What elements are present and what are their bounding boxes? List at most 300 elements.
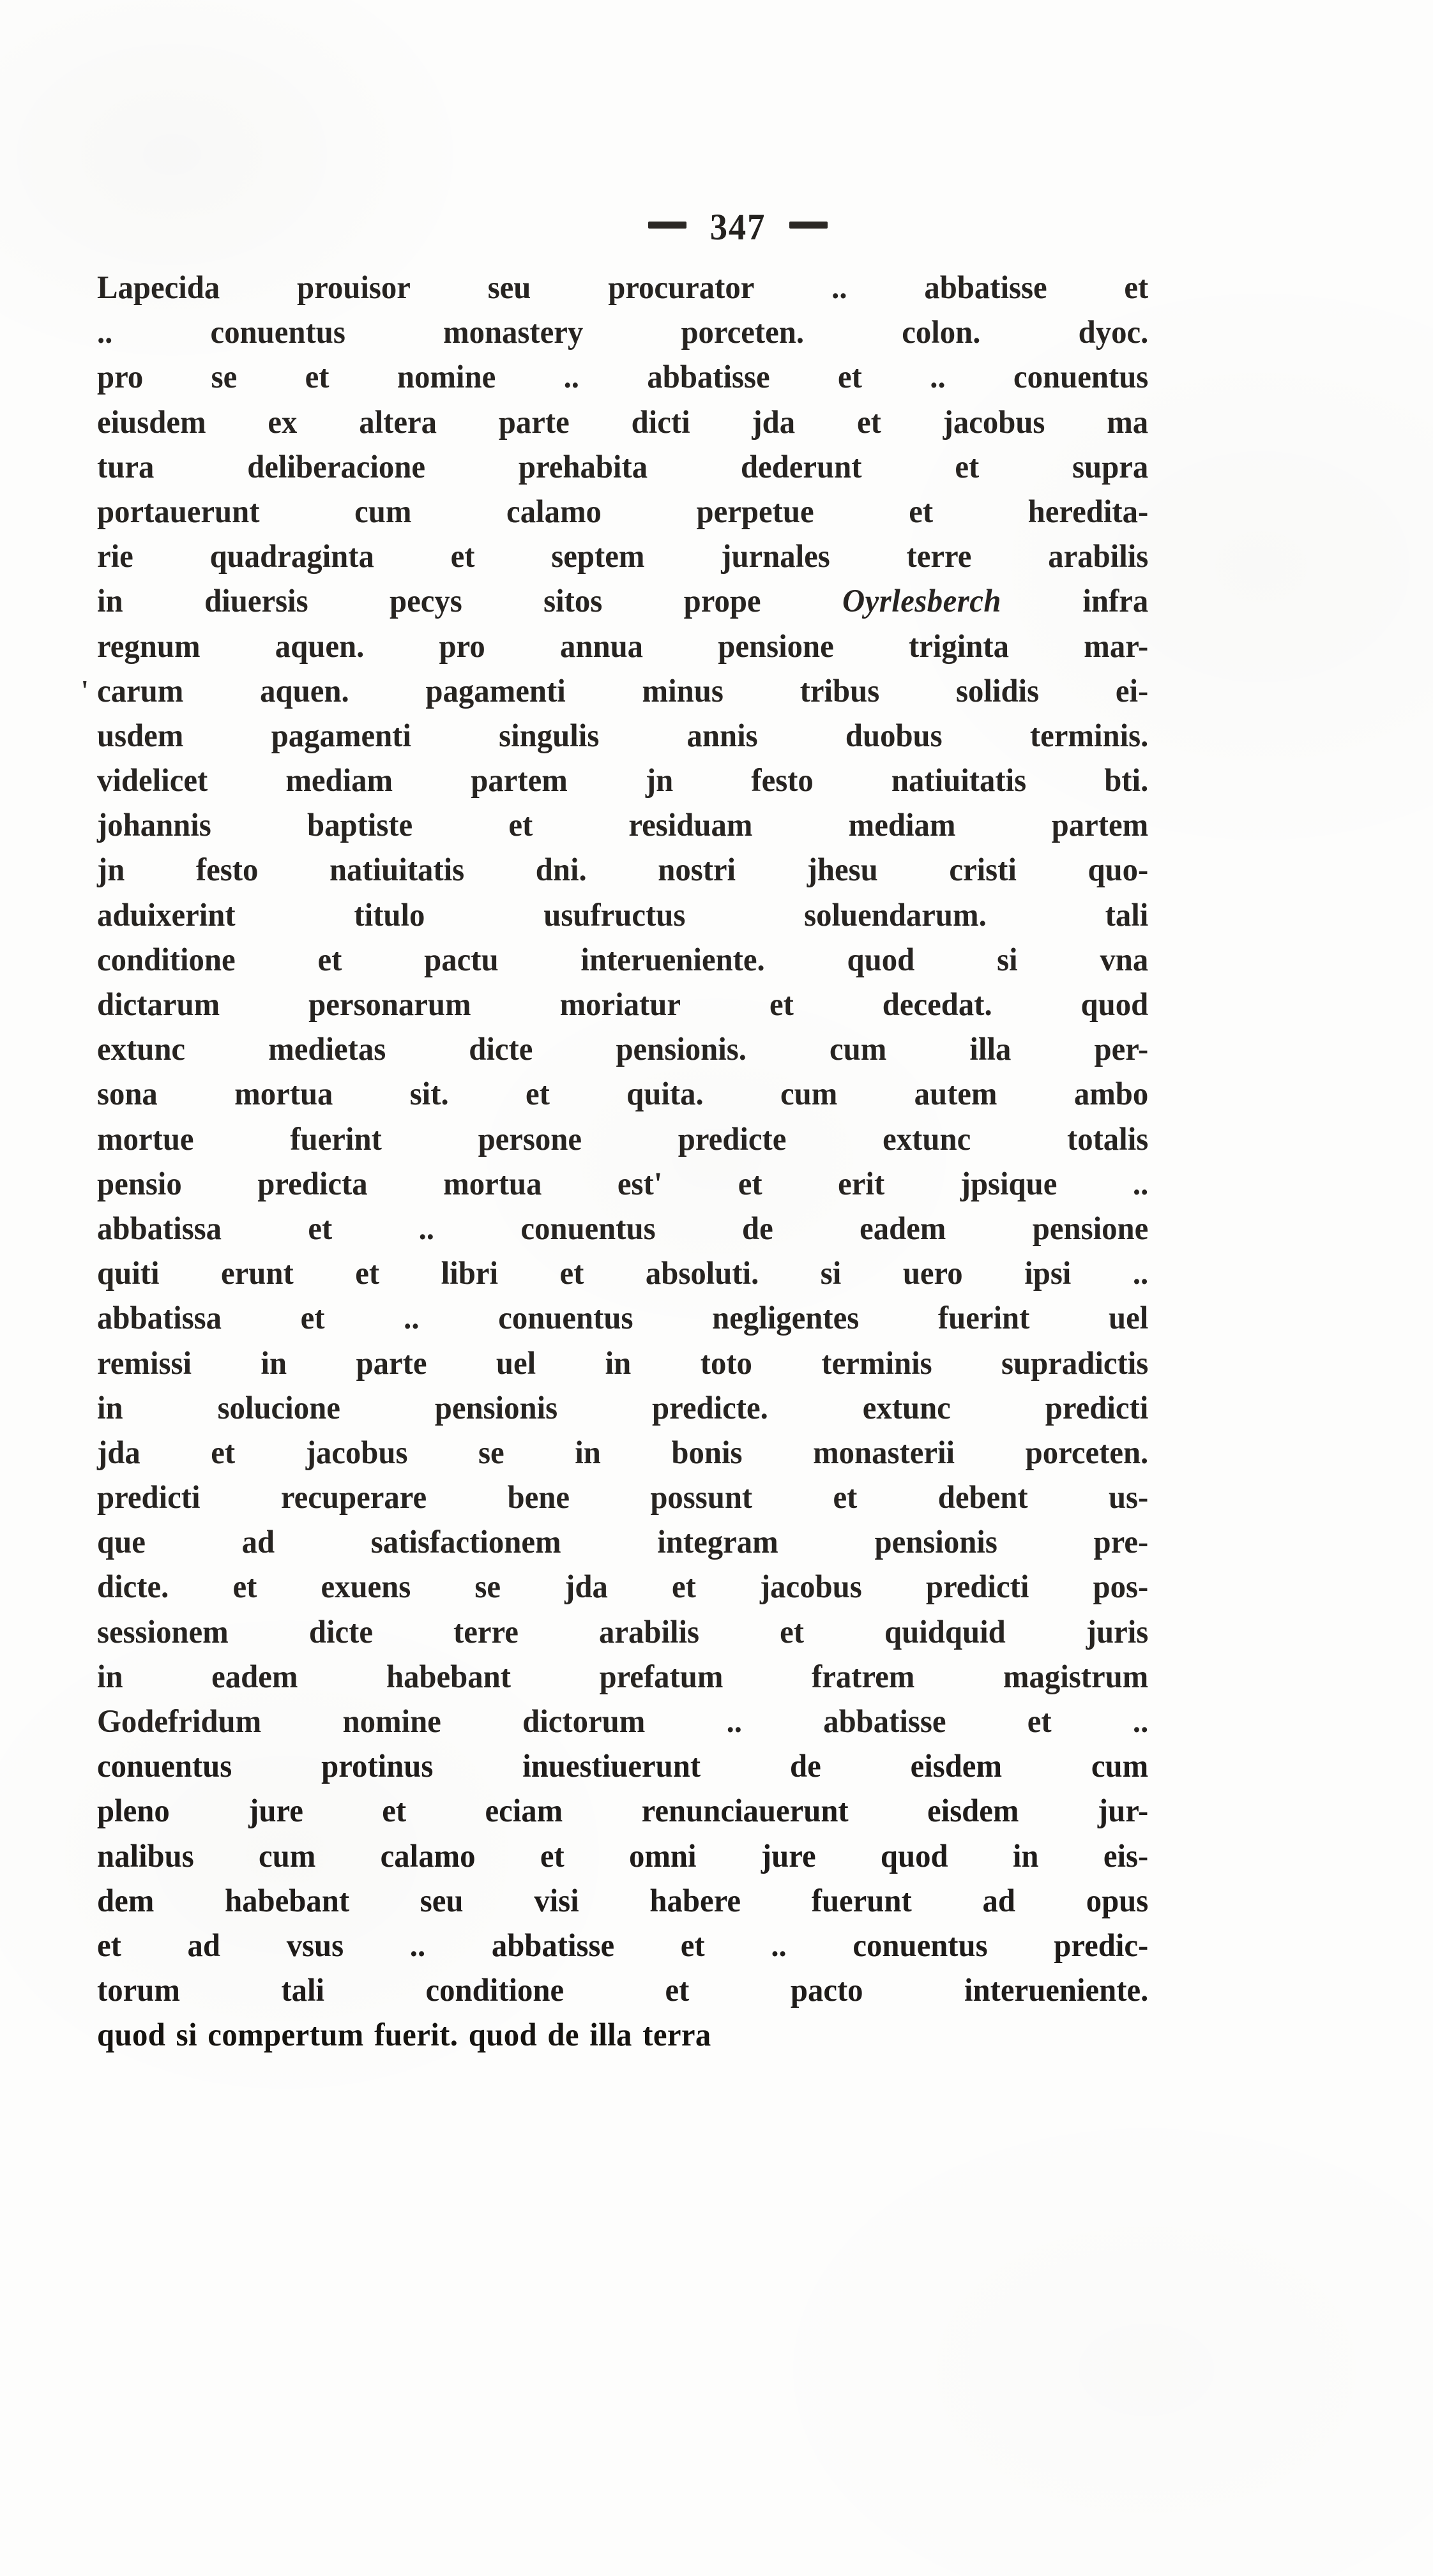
word: monastery: [443, 314, 584, 350]
word: pensionis.: [616, 1031, 747, 1067]
word: mortue: [97, 1120, 194, 1157]
word: fuerint: [937, 1300, 1030, 1336]
word: decedat.: [882, 986, 992, 1022]
word: in: [97, 1658, 123, 1694]
word: bene: [507, 1479, 570, 1516]
word: erit: [838, 1165, 885, 1201]
word: ..: [1132, 1703, 1149, 1739]
word: uero: [902, 1255, 963, 1292]
word: supra: [1072, 448, 1149, 485]
word: de: [741, 1210, 773, 1246]
word: abbatisse: [823, 1703, 946, 1739]
word: minus: [642, 672, 724, 709]
word: ..: [771, 1927, 787, 1963]
word: quidquid: [884, 1613, 1006, 1650]
word: mortua: [234, 1076, 333, 1112]
word: abbatissa: [97, 1300, 222, 1336]
word: conuentus: [210, 314, 345, 350]
word: que: [97, 1524, 146, 1560]
word: omni: [628, 1837, 697, 1874]
word: et: [1027, 1703, 1052, 1739]
word: eiusdem: [97, 403, 206, 440]
word: et: [300, 1300, 325, 1336]
word: pos-: [1093, 1569, 1149, 1605]
word: magistrum: [1003, 1658, 1149, 1694]
word: quita.: [626, 1076, 704, 1112]
word: se: [211, 359, 238, 395]
word: integram: [657, 1524, 778, 1560]
word: vsus: [286, 1927, 344, 1963]
word: cum: [1091, 1748, 1149, 1784]
word: torum: [97, 1972, 180, 2008]
word: dederunt: [740, 448, 862, 485]
text-line: [97, 310, 1148, 354]
word: jacobus: [305, 1434, 408, 1470]
word: quod: [847, 941, 915, 977]
word: ..: [418, 1210, 434, 1246]
word: predic-: [1054, 1927, 1149, 1963]
word: septem: [551, 538, 645, 575]
word: quo-: [1088, 852, 1149, 888]
word: fuerit.: [374, 2017, 459, 2053]
word: jacobus: [759, 1569, 862, 1605]
word: eciam: [485, 1793, 563, 1829]
word: illa: [969, 1031, 1012, 1067]
word: conditione: [97, 941, 236, 977]
word: ..: [1132, 1165, 1149, 1201]
word: ..: [563, 359, 579, 395]
word: dicte: [308, 1613, 373, 1650]
word: festo: [751, 762, 814, 799]
word: festo: [195, 852, 259, 888]
text-line: [97, 1878, 1148, 1923]
word: abbatisse: [491, 1927, 615, 1963]
word: partem: [1051, 807, 1149, 843]
word: predicti: [925, 1569, 1029, 1605]
word: ipsi: [1024, 1255, 1072, 1292]
text-line: [97, 354, 1148, 399]
text-line: [97, 489, 1148, 534]
word: dicte.: [97, 1569, 169, 1605]
word: parte: [498, 403, 570, 440]
word: visi: [534, 1882, 579, 1918]
word: terminis: [821, 1344, 932, 1381]
word: ad: [982, 1882, 1015, 1918]
word: pensione: [1032, 1210, 1149, 1246]
word: procurator: [608, 269, 755, 305]
text-line: [97, 1834, 1148, 1878]
word: medietas: [268, 1031, 386, 1067]
text-line: [97, 1341, 1148, 1385]
word: altera: [359, 403, 437, 440]
word: bti.: [1104, 762, 1149, 799]
text-line: [97, 1295, 1148, 1340]
word: extunc: [97, 1031, 186, 1067]
word: seu: [420, 1882, 464, 1918]
word: tura: [97, 448, 155, 485]
word: quod: [1080, 986, 1149, 1022]
word: satisfactionem: [370, 1524, 561, 1560]
text-line: [97, 578, 1148, 623]
word: monasterii: [813, 1434, 955, 1470]
word: si: [176, 2017, 197, 2053]
word: eadem: [860, 1210, 946, 1246]
word: pensione: [718, 628, 834, 664]
text-line: [97, 982, 1148, 1027]
word: aduixerint: [97, 896, 236, 933]
word: et: [540, 1837, 565, 1874]
word: et: [559, 1255, 584, 1292]
word: calamo: [506, 493, 602, 529]
word: per-: [1094, 1031, 1149, 1067]
word: ..: [831, 269, 847, 305]
word: ..: [97, 314, 113, 350]
word: aquen.: [275, 628, 365, 664]
word: et: [450, 538, 475, 575]
word: et: [97, 1927, 121, 1963]
word: prope: [683, 583, 761, 619]
word: calamo: [380, 1837, 476, 1874]
word: si: [997, 941, 1018, 977]
word: jurnales: [721, 538, 830, 575]
word: interueniente.: [580, 941, 765, 977]
text-line: [97, 1475, 1148, 1519]
text-line: [97, 1519, 1148, 1564]
word: arabilis: [598, 1613, 700, 1650]
word: eadem: [211, 1658, 298, 1694]
word: abbatisse: [924, 269, 1047, 305]
word: mortua: [443, 1165, 542, 1201]
word: quod: [468, 2017, 537, 2053]
word: ad: [241, 1524, 275, 1560]
word: jhesu: [807, 852, 878, 888]
word: uel: [496, 1344, 536, 1381]
text-line: [97, 534, 1148, 578]
word: arabilis: [1048, 538, 1149, 575]
word: supradictis: [1001, 1344, 1149, 1381]
hanging-quote-mark: ': [80, 674, 89, 706]
word: terminis.: [1029, 717, 1149, 753]
word: pacto: [790, 1972, 863, 2008]
word: bonis: [671, 1434, 743, 1470]
word: in: [261, 1344, 287, 1381]
word: duobus: [845, 717, 943, 753]
word: colon.: [902, 314, 981, 350]
word: nostri: [658, 852, 736, 888]
word: videlicet: [97, 762, 208, 799]
word: ex: [268, 403, 298, 440]
word: seu: [487, 269, 531, 305]
word: in: [1012, 1837, 1039, 1874]
word: et: [211, 1434, 236, 1470]
word: ..: [409, 1927, 426, 1963]
text-line: [97, 1385, 1148, 1430]
text-line: [97, 893, 1148, 937]
word: autem: [914, 1076, 997, 1112]
word: us-: [1108, 1479, 1149, 1516]
word: predicti: [97, 1479, 201, 1516]
text-line: [97, 1251, 1148, 1295]
word: usdem: [97, 717, 184, 753]
word: jda: [752, 403, 796, 440]
word: debent: [937, 1479, 1028, 1516]
word: annis: [686, 717, 758, 753]
word: jur-: [1097, 1793, 1149, 1829]
word: triginta: [908, 628, 1010, 664]
word: tribus: [800, 672, 880, 709]
text-line: [97, 1430, 1148, 1475]
word: jpsique: [960, 1165, 1058, 1201]
word: nomine: [342, 1703, 441, 1739]
word: illa: [589, 2017, 632, 2053]
word: solucione: [217, 1389, 340, 1426]
word: et: [833, 1479, 858, 1516]
text-line: [97, 1699, 1148, 1744]
word: tali: [1105, 896, 1149, 933]
word: et: [508, 807, 533, 843]
word: ei-: [1115, 672, 1149, 709]
word: et: [305, 359, 330, 395]
word: habebant: [225, 1882, 350, 1918]
word: carum: [97, 672, 184, 709]
body-text: [80, 265, 1187, 2058]
word: parte: [356, 1344, 427, 1381]
word: natiuitatis: [329, 852, 465, 888]
word: mediam: [848, 807, 956, 843]
word: usufructus: [543, 896, 686, 933]
word: infra: [1082, 583, 1149, 619]
text-line: [97, 1788, 1148, 1833]
word: fuerint: [290, 1120, 382, 1157]
text-line: [80, 668, 1149, 713]
word: totalis: [1066, 1120, 1149, 1157]
word: si: [820, 1255, 842, 1292]
word: toto: [700, 1344, 752, 1381]
place-name: Oyrlesberch: [842, 583, 1001, 619]
word: pensionis: [874, 1524, 997, 1560]
word: terre: [906, 538, 972, 575]
word: remissi: [97, 1344, 192, 1381]
word: prehabita: [518, 448, 648, 485]
page-number: 347: [709, 206, 766, 248]
word: dictorum: [522, 1703, 646, 1739]
word: ad: [187, 1927, 221, 1963]
word: extunc: [883, 1120, 971, 1157]
word: in: [575, 1434, 601, 1470]
word: jure: [761, 1837, 816, 1874]
word: exuens: [321, 1569, 411, 1605]
text-line: [97, 1923, 1148, 1968]
word: opus: [1086, 1882, 1149, 1918]
word: se: [478, 1434, 504, 1470]
word: johannis: [97, 807, 211, 843]
word: dyoc.: [1078, 314, 1149, 350]
word: ambo: [1073, 1076, 1149, 1112]
word: terre: [453, 1613, 519, 1650]
word: protinus: [321, 1748, 434, 1784]
word: baptiste: [307, 807, 413, 843]
word: moriatur: [559, 986, 681, 1022]
word: et: [355, 1255, 380, 1292]
word: quadraginta: [209, 538, 374, 575]
word: aquen.: [260, 672, 349, 709]
word: dni.: [535, 852, 587, 888]
word: porceten.: [1025, 1434, 1149, 1470]
word: et: [232, 1569, 257, 1605]
word: predicte: [678, 1120, 787, 1157]
word: solidis: [956, 672, 1040, 709]
word: pre-: [1093, 1524, 1149, 1560]
text-line: [97, 847, 1148, 892]
word: jure: [248, 1793, 303, 1829]
word: conuentus: [97, 1748, 232, 1784]
word: pagamenti: [271, 717, 411, 753]
word: juris: [1086, 1613, 1149, 1650]
word: nomine: [397, 359, 496, 395]
word: cum: [354, 493, 412, 529]
word: conuentus: [853, 1927, 988, 1963]
word: ..: [1132, 1255, 1149, 1292]
word: quiti: [97, 1255, 160, 1292]
text-line: [97, 265, 1148, 310]
word: tali: [281, 1972, 325, 2008]
word: predicta: [257, 1165, 368, 1201]
word: interueniente.: [964, 1972, 1149, 2008]
word: conditione: [425, 1972, 565, 2008]
word: nalibus: [97, 1837, 194, 1874]
text-line: [97, 444, 1148, 489]
text-line: [97, 1161, 1148, 1206]
word: vna: [1100, 941, 1149, 977]
word: natiuitatis: [891, 762, 1027, 799]
word: persone: [478, 1120, 582, 1157]
word: et: [308, 1210, 333, 1246]
word: compertum: [208, 2017, 364, 2053]
word: sona: [97, 1076, 158, 1112]
word: cristi: [949, 852, 1017, 888]
running-head-left-rule: [648, 222, 686, 229]
word: libri: [441, 1255, 498, 1292]
text-line: [97, 1206, 1148, 1251]
word: pecys: [389, 583, 462, 619]
text-line: [97, 1968, 1148, 2012]
text-line: [97, 1564, 1148, 1609]
word: fratrem: [811, 1658, 915, 1694]
word: et: [382, 1793, 407, 1829]
running-head-right-rule: [789, 222, 828, 229]
text-line: [97, 1609, 1148, 1654]
text-line: [97, 400, 1148, 444]
word: renunciauerunt: [641, 1793, 849, 1829]
word: residuam: [628, 807, 753, 843]
word: Lapecida: [97, 269, 220, 305]
word: cum: [830, 1031, 887, 1067]
word: extunc: [862, 1389, 951, 1426]
word: abbatissa: [97, 1210, 222, 1246]
word: pro: [439, 628, 485, 664]
word: sitos: [543, 583, 603, 619]
word: mar-: [1084, 628, 1149, 664]
word: cum: [780, 1076, 838, 1112]
word: pleno: [97, 1793, 170, 1829]
word: soluendarum.: [804, 896, 987, 933]
word: dicte: [469, 1031, 533, 1067]
word: in: [97, 583, 123, 619]
word: portauerunt: [97, 493, 260, 529]
text-line: [97, 937, 1148, 982]
word: se: [474, 1569, 501, 1605]
word: est': [617, 1165, 663, 1201]
word: habebant: [386, 1658, 511, 1694]
word: et: [1124, 269, 1149, 305]
word: deliberacione: [247, 448, 426, 485]
word: pagamenti: [425, 672, 566, 709]
word: sessionem: [97, 1613, 229, 1650]
word: rie: [97, 538, 133, 575]
word: et: [909, 493, 934, 529]
text-line: [97, 1744, 1148, 1788]
word: partem: [471, 762, 568, 799]
text-line: [97, 1071, 1148, 1116]
word: et: [680, 1927, 705, 1963]
word: et: [780, 1613, 804, 1650]
text-line: [97, 1117, 1148, 1161]
word: recuperare: [280, 1479, 427, 1516]
word: pro: [97, 359, 144, 395]
word: pactu: [424, 941, 499, 977]
word: terra: [642, 2017, 711, 2053]
word: abbatisse: [647, 359, 770, 395]
word: regnum: [97, 628, 201, 664]
word: titulo: [354, 896, 425, 933]
word: ma: [1107, 403, 1149, 440]
word: diuersis: [204, 583, 308, 619]
word: dicti: [631, 403, 690, 440]
word: de: [547, 2017, 579, 2053]
word: predicti: [1045, 1389, 1149, 1426]
word: cum: [259, 1837, 316, 1874]
word: perpetue: [696, 493, 814, 529]
word: mediam: [285, 762, 393, 799]
word: jn: [97, 852, 125, 888]
word: jda: [97, 1434, 140, 1470]
word: et: [856, 403, 881, 440]
text-line: [97, 758, 1148, 802]
word: et: [738, 1165, 762, 1201]
word: personarum: [308, 986, 471, 1022]
word: sit.: [409, 1076, 449, 1112]
word: fuerunt: [811, 1882, 912, 1918]
word: eis-: [1103, 1837, 1149, 1874]
word: et: [525, 1076, 550, 1112]
word: in: [97, 1389, 123, 1426]
word: hereditа-: [1027, 493, 1149, 529]
word: erunt: [221, 1255, 294, 1292]
word: de: [789, 1748, 821, 1784]
word: habere: [649, 1882, 741, 1918]
text-line: [97, 624, 1148, 668]
word: ..: [930, 359, 946, 395]
word: inuestiuerunt: [522, 1748, 701, 1784]
word: et: [317, 941, 342, 977]
word: jda: [565, 1569, 608, 1605]
text-line: [97, 2012, 1148, 2057]
word: quod: [97, 2017, 166, 2053]
word: in: [605, 1344, 632, 1381]
word: et: [955, 448, 980, 485]
word: absoluti.: [645, 1255, 759, 1292]
word: Godefridum: [97, 1703, 262, 1739]
